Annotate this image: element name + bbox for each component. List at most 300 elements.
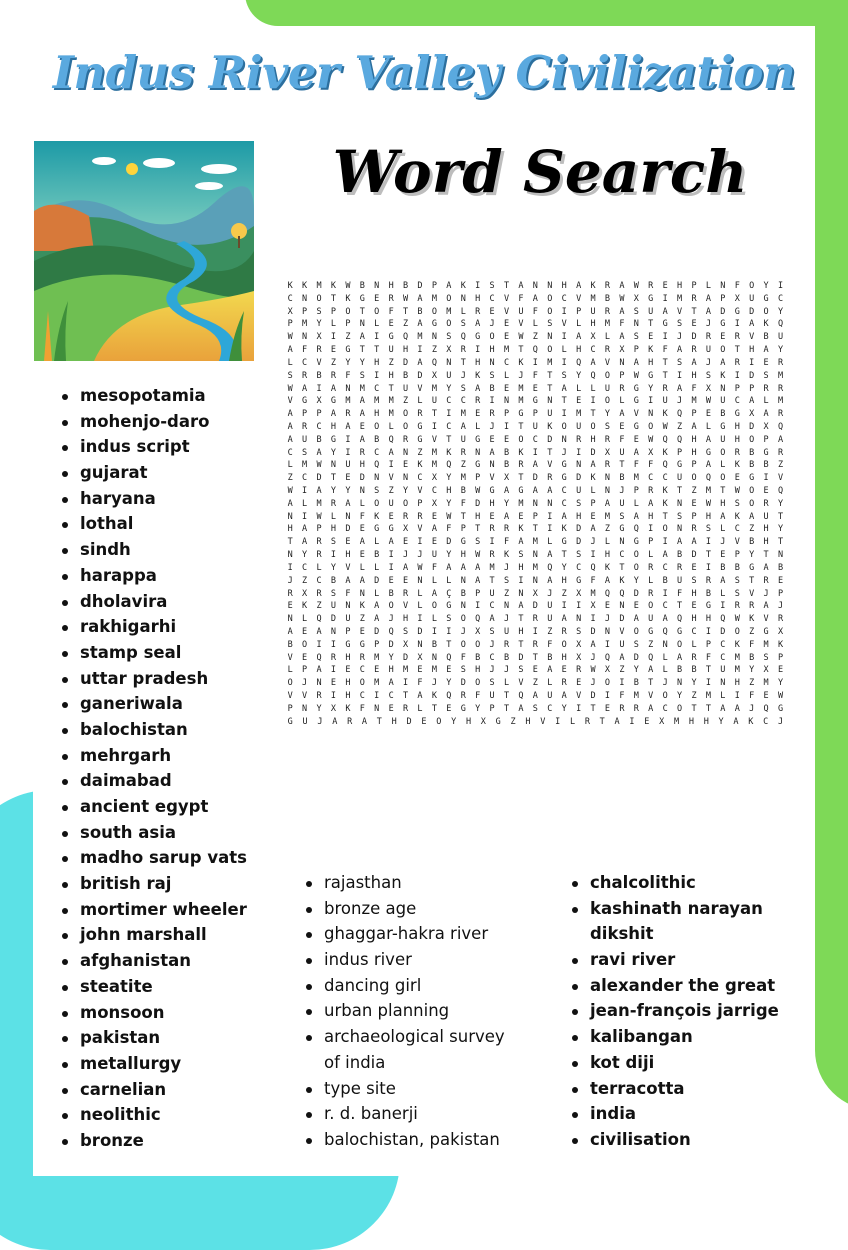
grid-letter: G [648, 293, 654, 304]
grid-letter: T [705, 703, 711, 714]
grid-letter: S [576, 498, 582, 509]
grid-letter: T [376, 716, 382, 727]
grid-letter: N [359, 319, 365, 330]
grid-letter: K [561, 524, 567, 535]
grid-letter: E [662, 281, 668, 291]
grid-letter: K [374, 511, 380, 522]
grid-letter: E [446, 703, 452, 714]
grid-letter: K [720, 370, 726, 381]
grid-letter: K [748, 716, 754, 727]
grid-letter: B [705, 588, 711, 599]
grid-letter: M [677, 293, 683, 304]
grid-letter: K [446, 447, 452, 458]
grid-letter: R [691, 293, 697, 304]
grid-letter: T [403, 691, 409, 701]
grid-letter: L [388, 421, 394, 432]
grid-letter: O [403, 421, 409, 432]
grid-letter: E [489, 306, 495, 317]
grid-letter: U [677, 473, 683, 484]
grid-letter: C [777, 293, 784, 304]
grid-letter: T [446, 434, 452, 445]
grid-letter: Q [619, 588, 625, 599]
grid-letter: O [475, 678, 481, 689]
grid-letter: Y [359, 357, 365, 368]
grid-letter: E [446, 665, 452, 676]
grid-letter: K [604, 562, 611, 573]
grid-letter: W [475, 486, 481, 496]
grid-letter: G [633, 421, 639, 432]
grid-letter: A [662, 614, 668, 625]
grid-letter: A [633, 614, 639, 625]
grid-letter: I [446, 409, 452, 420]
grid-letter: K [763, 319, 769, 330]
grid-letter: G [777, 703, 784, 714]
grid-letter: R [359, 652, 365, 663]
grid-letter: E [691, 319, 697, 330]
grid-letter: T [431, 703, 437, 714]
grid-letter: V [576, 293, 582, 304]
grid-letter: X [590, 601, 596, 612]
grid-letter: H [330, 421, 337, 432]
grid-letter: E [403, 537, 409, 548]
grid-letter: E [503, 383, 510, 394]
grid-letter: G [388, 524, 394, 535]
grid-letter: G [489, 486, 495, 496]
grid-letter: Y [446, 678, 452, 689]
grid-letter: R [561, 626, 567, 637]
grid-letter: R [705, 575, 711, 586]
grid-letter: G [720, 319, 726, 330]
grid-letter: Q [446, 652, 452, 663]
grid-letter: B [330, 575, 337, 586]
grid-letter: J [317, 716, 323, 727]
grid-letter: P [302, 306, 308, 317]
grid-letter: U [518, 306, 524, 317]
grid-letter: T [359, 345, 365, 356]
grid-letter: M [316, 498, 322, 509]
grid-letter: R [604, 306, 611, 317]
grid-letter: X [604, 447, 611, 458]
grid-letter: E [345, 473, 351, 484]
grid-letter: S [576, 550, 582, 561]
grid-letter: W [316, 511, 322, 522]
grid-letter: Y [633, 575, 639, 586]
grid-letter: A [475, 575, 481, 586]
grid-letter: E [431, 537, 437, 548]
grid-letter: E [388, 511, 394, 522]
grid-letter: L [576, 383, 582, 394]
grid-letter: V [777, 473, 784, 484]
grid-letter: E [619, 421, 625, 432]
grid-letter: L [662, 652, 668, 663]
grid-letter: L [705, 281, 711, 291]
grid-letter: W [633, 370, 639, 381]
grid-letter: M [417, 332, 423, 343]
grid-letter: U [720, 434, 726, 445]
grid-letter: I [734, 370, 740, 381]
grid-letter: Q [403, 332, 409, 343]
grid-letter: X [777, 626, 784, 637]
word-list-item: monsoon [60, 1000, 247, 1026]
grid-letter: M [374, 396, 380, 407]
grid-letter: U [576, 486, 582, 496]
grid-letter: A [287, 421, 293, 432]
grid-letter: O [720, 473, 726, 484]
grid-letter: S [518, 665, 524, 676]
grid-letter: V [489, 473, 495, 484]
grid-letter: L [604, 332, 611, 343]
grid-letter: Y [451, 716, 457, 727]
grid-letter: B [503, 652, 510, 663]
grid-letter: E [302, 652, 308, 663]
grid-letter: R [691, 652, 697, 663]
grid-letter: G [561, 460, 567, 471]
grid-letter: G [287, 716, 293, 727]
grid-letter: R [417, 409, 423, 420]
grid-letter: J [489, 421, 495, 432]
grid-letter: R [734, 332, 740, 343]
grid-row [283, 523, 788, 536]
grid-letter: R [460, 345, 466, 356]
grid-letter: B [604, 293, 611, 304]
grid-letter: S [316, 306, 322, 317]
word-list-item: harappa [60, 563, 247, 589]
grid-letter: R [648, 588, 654, 599]
grid-letter: O [720, 345, 726, 356]
grid-letter: M [576, 409, 582, 420]
grid-letter: I [749, 357, 755, 368]
word-list-item: mohenjo-daro [60, 409, 247, 435]
grid-letter: T [720, 486, 726, 496]
grid-letter: H [345, 652, 351, 663]
grid-letter: H [604, 550, 611, 561]
grid-letter: V [749, 588, 755, 599]
grid-letter: I [417, 537, 423, 548]
grid-letter: J [460, 626, 466, 637]
grid-letter: H [734, 678, 740, 689]
grid-letter: I [374, 332, 380, 343]
grid-letter: S [734, 575, 740, 586]
grid-letter: B [749, 447, 755, 458]
grid-letter: Y [446, 498, 452, 509]
grid-letter: A [777, 434, 784, 445]
grid-letter: N [677, 498, 683, 509]
grid-letter: R [604, 460, 611, 471]
grid-letter: K [518, 447, 524, 458]
grid-letter: C [287, 447, 293, 458]
grid-letter: W [705, 498, 711, 509]
grid-letter: C [576, 562, 582, 573]
grid-letter: I [648, 396, 654, 407]
grid-letter: T [503, 691, 510, 701]
grid-letter: J [777, 716, 784, 727]
grid-letter: M [345, 396, 351, 407]
grid-letter: W [287, 332, 293, 343]
grid-letter: E [777, 665, 784, 676]
grid-letter: A [561, 691, 567, 701]
grid-letter: E [388, 703, 394, 714]
grid-letter: T [777, 511, 784, 522]
grid-letter: A [475, 562, 481, 573]
grid-letter: Z [403, 396, 409, 407]
grid-letter: T [330, 473, 337, 484]
grid-letter: B [359, 281, 365, 291]
grid-letter: F [734, 281, 740, 291]
grid-letter: X [431, 370, 437, 381]
grid-letter: I [561, 601, 567, 612]
grid-letter: T [518, 473, 524, 484]
grid-letter: E [691, 498, 697, 509]
grid-letter: W [734, 614, 740, 625]
grid-letter: A [287, 434, 293, 445]
grid-letter: H [763, 537, 769, 548]
grid-letter: M [691, 396, 697, 407]
grid-letter: N [561, 434, 567, 445]
grid-letter: X [316, 332, 322, 343]
grid-letter: A [749, 319, 755, 330]
grid-letter: C [489, 601, 495, 612]
grid-letter: G [561, 473, 567, 484]
grid-letter: X [532, 588, 538, 599]
grid-letter: N [720, 281, 726, 291]
grid-letter: Y [330, 562, 337, 573]
word-list-item: balochistan, pakistan [304, 1127, 505, 1153]
grid-letter: C [359, 665, 365, 676]
grid-letter: Z [532, 678, 538, 689]
grid-letter: C [662, 562, 668, 573]
grid-letter: I [662, 588, 668, 599]
grid-letter: T [503, 281, 510, 291]
grid-letter: T [619, 460, 625, 471]
grid-letter: O [374, 306, 380, 317]
grid-letter: L [460, 306, 466, 317]
grid-letter: W [777, 691, 784, 701]
grid-letter: E [345, 537, 351, 548]
grid-letter: E [734, 473, 740, 484]
grid-letter: Y [561, 562, 567, 573]
grid-letter: H [403, 614, 409, 625]
grid-letter: A [677, 537, 683, 548]
grid-letter: R [330, 370, 337, 381]
grid-letter: X [417, 652, 423, 663]
grid-letter: H [359, 460, 365, 471]
grid-letter: L [532, 319, 538, 330]
grid-letter: H [648, 511, 654, 522]
word-list-item: alexander the great [570, 973, 779, 999]
grid-letter: E [532, 665, 538, 676]
grid-letter: E [644, 716, 650, 727]
grid-letter: U [388, 498, 394, 509]
grid-letter: M [460, 409, 466, 420]
grid-letter: R [691, 345, 697, 356]
grid-letter: P [345, 319, 351, 330]
grid-letter: M [518, 383, 524, 394]
grid-letter: M [547, 357, 553, 368]
grid-letter: F [662, 345, 668, 356]
grid-letter: Y [691, 678, 697, 689]
grid-letter: W [316, 460, 322, 471]
grid-letter: O [475, 639, 481, 650]
grid-letter: A [475, 319, 481, 330]
grid-letter: X [749, 409, 755, 420]
word-list-item: rajasthan [304, 870, 505, 896]
grid-letter: C [359, 691, 365, 701]
grid-letter: J [302, 678, 308, 689]
grid-letter: T [503, 703, 510, 714]
grid-letter: Z [345, 332, 351, 343]
grid-letter: A [720, 703, 726, 714]
grid-letter: S [518, 550, 524, 561]
grid-letter: Y [330, 447, 337, 458]
grid-letter: C [619, 550, 625, 561]
grid-letter: Y [749, 665, 755, 676]
grid-letter: F [431, 562, 437, 573]
grid-letter: M [590, 588, 596, 599]
grid-letter: A [287, 345, 293, 356]
grid-letter: A [561, 511, 567, 522]
grid-letter: L [569, 716, 576, 727]
grid-letter: T [532, 652, 538, 663]
grid-letter: M [316, 281, 322, 291]
grid-letter: O [633, 550, 639, 561]
grid-letter: D [532, 601, 538, 612]
grid-letter: Q [475, 614, 481, 625]
grid-letter: R [777, 614, 784, 625]
grid-letter: P [677, 447, 683, 458]
grid-letter: S [691, 575, 697, 586]
grid-letter: R [503, 639, 510, 650]
grid-letter: V [431, 434, 437, 445]
grid-letter: N [576, 614, 582, 625]
grid-letter: C [431, 486, 437, 496]
grid-letter: U [547, 691, 553, 701]
grid-letter: B [287, 639, 293, 650]
grid-letter: A [446, 562, 452, 573]
grid-letter: R [633, 703, 639, 714]
grid-letter: O [561, 639, 567, 650]
grid-letter: F [633, 460, 639, 471]
grid-letter: Z [460, 460, 466, 471]
grid-letter: I [705, 678, 711, 689]
grid-letter: J [590, 678, 596, 689]
word-list-item: sindh [60, 537, 247, 563]
grid-letter: V [576, 691, 582, 701]
grid-letter: I [431, 626, 437, 637]
grid-letter: P [777, 588, 784, 599]
grid-letter: I [316, 383, 322, 394]
grid-letter: F [749, 691, 755, 701]
grid-letter: I [374, 691, 380, 701]
grid-letter: U [388, 345, 394, 356]
grid-letter: I [561, 306, 567, 317]
grid-letter: U [749, 293, 755, 304]
grid-letter: C [316, 421, 322, 432]
grid-letter: T [662, 357, 668, 368]
grid-letter: C [691, 626, 697, 637]
grid-letter: G [302, 396, 308, 407]
grid-letter: I [604, 639, 611, 650]
grid-letter: X [403, 524, 409, 535]
grid-letter: J [489, 319, 495, 330]
grid-letter: R [302, 421, 308, 432]
grid-letter: J [489, 639, 495, 650]
grid-letter: D [590, 691, 596, 701]
grid-letter: Q [677, 409, 683, 420]
grid-letter: I [532, 357, 538, 368]
grid-letter: I [547, 524, 553, 535]
grid-letter: E [359, 550, 365, 561]
grid-letter: H [475, 511, 481, 522]
grid-letter: E [431, 511, 437, 522]
grid-letter: T [388, 383, 394, 394]
grid-letter: V [677, 306, 683, 317]
grid-letter: V [345, 562, 351, 573]
grid-letter: M [763, 678, 769, 689]
grid-letter: K [662, 447, 668, 458]
grid-letter: B [677, 665, 683, 676]
grid-letter: E [475, 409, 481, 420]
grid-row [283, 690, 788, 703]
grid-letter: Z [619, 665, 625, 676]
word-list-item: south asia [60, 820, 247, 846]
grid-letter: U [489, 691, 495, 701]
grid-letter: U [460, 434, 466, 445]
grid-letter: S [330, 537, 337, 548]
grid-letter: I [330, 332, 337, 343]
grid-letter: M [374, 678, 380, 689]
grid-letter: G [763, 626, 769, 637]
grid-letter: U [619, 498, 625, 509]
grid-letter: B [633, 678, 639, 689]
grid-row [283, 318, 788, 331]
grid-letter: R [777, 383, 784, 394]
grid-letter: H [475, 357, 481, 368]
grid-letter: O [287, 678, 293, 689]
grid-letter: C [720, 652, 726, 663]
grid-letter: E [633, 434, 639, 445]
grid-letter: I [417, 345, 423, 356]
grid-letter: X [619, 345, 625, 356]
grid-letter: G [359, 639, 365, 650]
grid-letter: A [590, 357, 596, 368]
grid-letter: C [532, 434, 538, 445]
grid-letter: L [590, 383, 596, 394]
grid-letter: L [417, 588, 423, 599]
grid-letter: E [403, 460, 409, 471]
grid-letter: G [417, 434, 423, 445]
grid-letter: A [359, 434, 365, 445]
grid-letter: W [518, 332, 524, 343]
grid-letter: O [489, 332, 495, 343]
grid-letter: A [518, 601, 524, 612]
grid-letter: T [374, 345, 380, 356]
grid-letter: N [330, 460, 337, 471]
grid-letter: O [662, 691, 668, 701]
grid-letter: V [287, 691, 293, 701]
grid-letter: X [576, 588, 582, 599]
grid-letter: E [417, 665, 423, 676]
grid-letter: K [417, 460, 423, 471]
grid-letter: F [648, 460, 654, 471]
grid-row [283, 600, 788, 613]
grid-row [283, 370, 788, 383]
grid-letter: B [691, 665, 697, 676]
grid-letter: F [619, 691, 625, 701]
grid-letter: I [720, 601, 726, 612]
grid-letter: N [532, 281, 538, 291]
word-list-item: mesopotamia [60, 383, 247, 409]
grid-letter: G [431, 319, 437, 330]
